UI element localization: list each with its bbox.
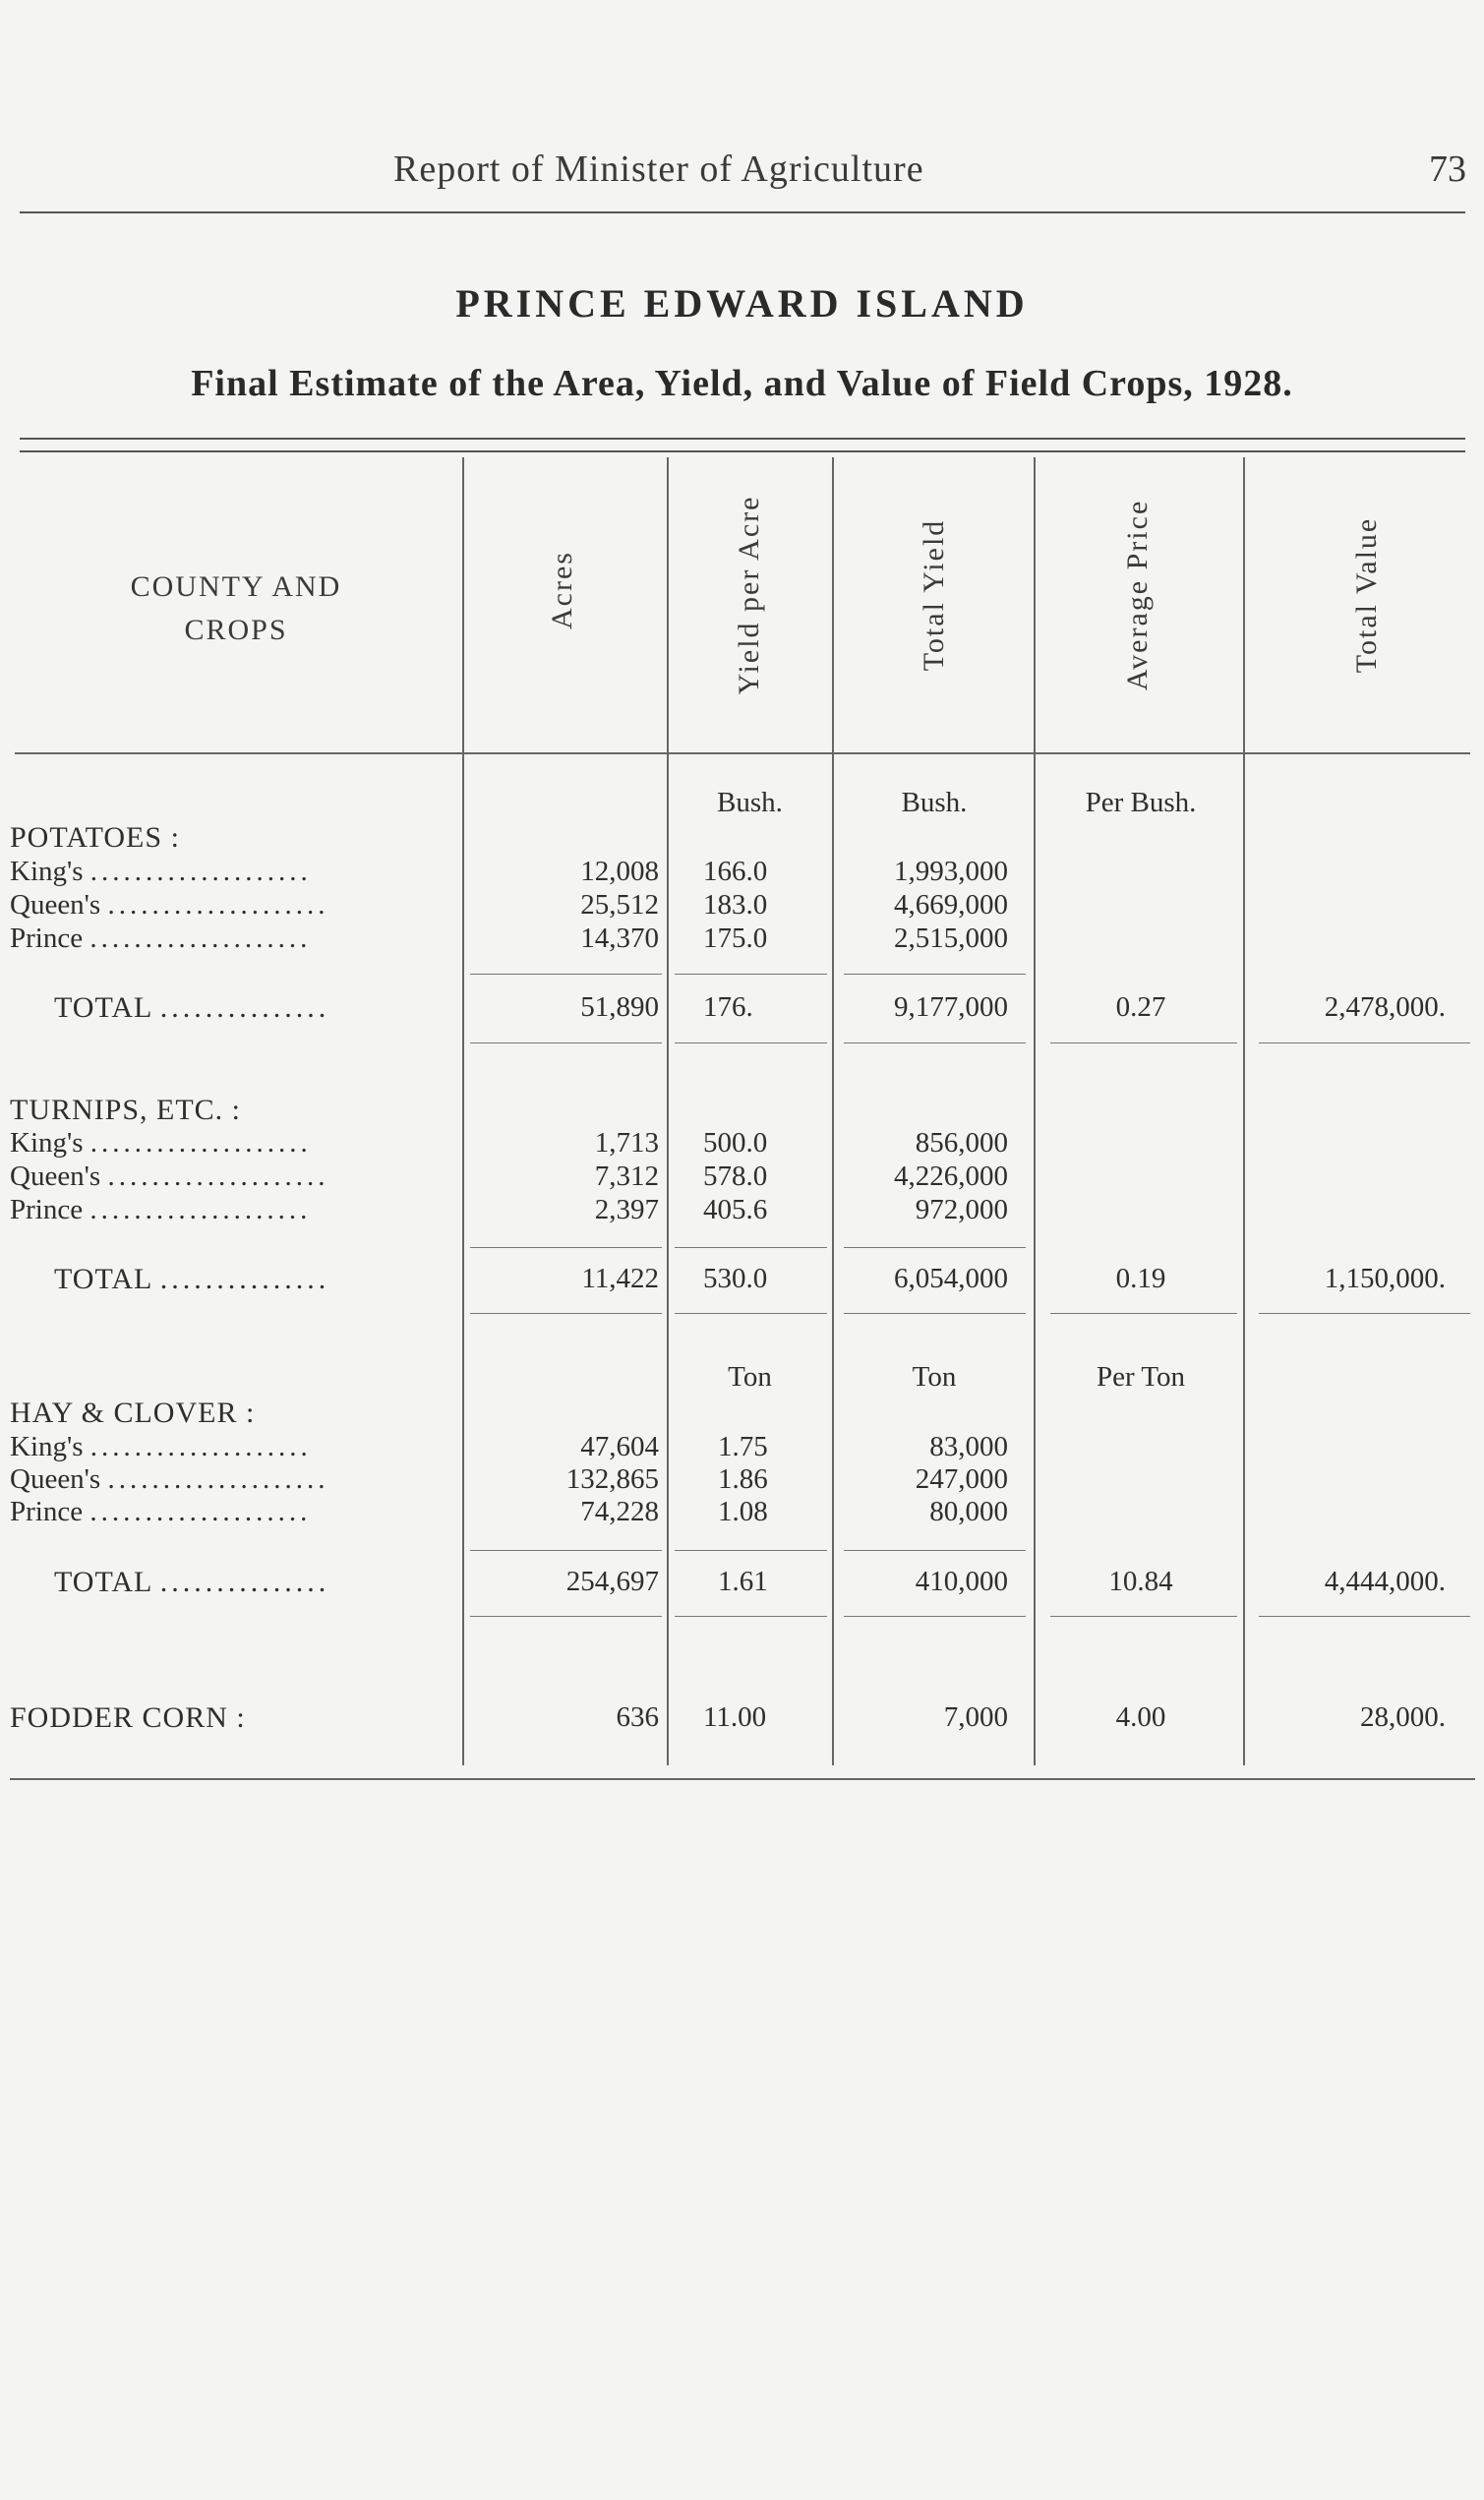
running-head xyxy=(0,148,1484,197)
county-name: King's xyxy=(10,1127,84,1159)
header-bottom-rule xyxy=(15,752,1470,754)
average-price: 10.84 xyxy=(1108,1566,1173,1597)
total-yield-value: 4,226,000 xyxy=(894,1161,1008,1192)
total-yield: 9,177,000 xyxy=(894,991,1008,1023)
page-number: 73 xyxy=(1429,149,1466,190)
subtotal-rule xyxy=(675,1550,827,1551)
subtotal-rule xyxy=(470,1247,662,1248)
acres-value: 47,604 xyxy=(580,1431,659,1462)
table-row-label xyxy=(10,1431,443,1463)
column-header-county-line2: CROPS xyxy=(184,614,288,646)
table-row-label xyxy=(10,923,443,955)
subtotal-rule xyxy=(675,1247,827,1248)
county-name: Prince xyxy=(10,1194,84,1225)
yield-value: 1.75 xyxy=(718,1431,768,1462)
table-row-label xyxy=(10,1496,443,1528)
yield-value: 405.6 xyxy=(703,1194,768,1225)
section-title: FODDER CORN : xyxy=(10,1701,246,1734)
unit-yield: Ton xyxy=(728,1361,772,1393)
table-bottom-rule xyxy=(10,1778,1475,1780)
acres-value: 636 xyxy=(616,1701,659,1733)
province-title: PRINCE EDWARD ISLAND xyxy=(455,281,1029,326)
unit-price: Per Bush. xyxy=(1085,787,1197,818)
total-rule xyxy=(1050,1313,1237,1314)
county-name: Queen's xyxy=(10,889,101,921)
column-header-county-line1: COUNTY AND xyxy=(130,570,342,603)
total-yield-value: 856,000 xyxy=(915,1127,1008,1159)
unit-yield: Bush. xyxy=(717,787,783,818)
column-header-acres: Acres xyxy=(546,551,578,629)
acres-value: 2,397 xyxy=(594,1194,659,1225)
acres-value: 132,865 xyxy=(565,1463,659,1495)
acres-value: 7,312 xyxy=(594,1161,659,1192)
yield-value: 166.0 xyxy=(703,856,768,887)
leader-dots: .................... xyxy=(107,1463,329,1495)
county-name: Queen's xyxy=(10,1161,101,1192)
total-rule xyxy=(844,1313,1026,1314)
table-row-label xyxy=(10,1127,443,1160)
subtotal-rule xyxy=(844,974,1026,975)
yield-value: 500.0 xyxy=(703,1127,768,1159)
yield-value: 175.0 xyxy=(703,923,768,954)
subtotal-rule xyxy=(844,1247,1026,1248)
total-yield-value: 80,000 xyxy=(929,1496,1008,1527)
total-yield-value: 2,515,000 xyxy=(894,923,1008,954)
total-rule xyxy=(1259,1313,1470,1314)
leader-dots: .................... xyxy=(107,889,329,921)
total-value: 28,000. xyxy=(1360,1701,1446,1733)
total-label: TOTAL xyxy=(54,1566,152,1598)
total-yield-value: 972,000 xyxy=(915,1194,1008,1225)
column-divider xyxy=(462,457,464,1765)
yield-value: 1.86 xyxy=(718,1463,768,1495)
total-rule xyxy=(844,1042,1026,1043)
table-row-label xyxy=(10,889,443,922)
header-rule xyxy=(20,211,1465,213)
total-label: TOTAL xyxy=(54,991,152,1024)
total-rule xyxy=(1050,1042,1237,1043)
total-rule xyxy=(470,1042,662,1043)
total-rule xyxy=(1259,1616,1470,1617)
county-name: Queen's xyxy=(10,1463,101,1495)
column-divider xyxy=(667,457,669,1765)
running-title: Report of Minister of Agriculture xyxy=(393,149,924,190)
column-header-yield-per-acre: Yield per Acre xyxy=(733,495,765,695)
title-rule xyxy=(20,438,1465,440)
column-divider xyxy=(1034,457,1036,1765)
total-rule xyxy=(1050,1616,1237,1617)
subtotal-rule xyxy=(470,974,662,975)
subtotal-rule xyxy=(470,1550,662,1551)
leader-dots: .................... xyxy=(89,1127,312,1159)
total-acres: 51,890 xyxy=(580,991,659,1023)
total-rule xyxy=(675,1616,827,1617)
column-divider xyxy=(1243,457,1245,1765)
column-header-total-yield: Total Yield xyxy=(918,518,950,672)
table-row-label xyxy=(10,1161,443,1193)
leader-dots: ............... xyxy=(159,1263,330,1295)
table-row-label xyxy=(10,1463,443,1496)
column-header-total-value: Total Value xyxy=(1350,516,1383,674)
total-row-label xyxy=(54,991,447,1025)
average-price: 0.27 xyxy=(1115,991,1166,1023)
county-name: King's xyxy=(10,1431,84,1462)
total-value: 4,444,000. xyxy=(1324,1566,1446,1597)
yield-value: 11.00 xyxy=(703,1701,767,1733)
total-rule xyxy=(470,1313,662,1314)
column-divider xyxy=(832,457,834,1765)
county-name: Prince xyxy=(10,1496,84,1527)
subtotal-rule xyxy=(844,1550,1026,1551)
leader-dots: .................... xyxy=(89,1431,312,1462)
subtotal-rule xyxy=(675,974,827,975)
table-subtitle: Final Estimate of the Area, Yield, and Value of Field Crops, 1928. xyxy=(191,363,1293,404)
total-yield-per-acre: 176. xyxy=(703,991,753,1023)
leader-dots: .................... xyxy=(89,856,312,887)
yield-value: 578.0 xyxy=(703,1161,768,1192)
total-row-label xyxy=(54,1566,447,1599)
unit-total-yield: Bush. xyxy=(901,787,968,818)
total-acres: 254,697 xyxy=(565,1566,659,1597)
total-rule xyxy=(470,1616,662,1617)
total-row-label xyxy=(54,1263,447,1296)
section-title: POTATOES : xyxy=(10,821,180,854)
total-value: 1,150,000. xyxy=(1324,1263,1446,1294)
title-rule xyxy=(20,450,1465,452)
total-yield: 410,000 xyxy=(915,1566,1008,1597)
unit-price: Per Ton xyxy=(1096,1361,1186,1393)
county-name: Prince xyxy=(10,923,84,954)
total-rule xyxy=(844,1616,1026,1617)
section-title: HAY & CLOVER : xyxy=(10,1397,256,1429)
column-header-average-price: Average Price xyxy=(1121,499,1154,691)
acres-value: 1,713 xyxy=(594,1127,659,1159)
table-row-label xyxy=(10,1194,443,1226)
total-acres: 11,422 xyxy=(581,1263,659,1294)
section-title: TURNIPS, ETC. : xyxy=(10,1094,242,1126)
leader-dots: .................... xyxy=(89,923,312,954)
acres-value: 74,228 xyxy=(580,1496,659,1527)
acres-value: 12,008 xyxy=(580,856,659,887)
total-yield-value: 247,000 xyxy=(915,1463,1008,1495)
column-header-county xyxy=(59,565,413,652)
leader-dots: ............... xyxy=(159,1566,330,1598)
unit-total-yield: Ton xyxy=(912,1361,957,1393)
yield-value: 183.0 xyxy=(703,889,768,921)
total-yield: 6,054,000 xyxy=(894,1263,1008,1294)
total-yield-per-acre: 1.61 xyxy=(718,1566,768,1597)
leader-dots: .................... xyxy=(89,1194,312,1225)
total-rule xyxy=(1259,1042,1470,1043)
total-yield-value: 1,993,000 xyxy=(894,856,1008,887)
total-yield-per-acre: 530.0 xyxy=(703,1263,768,1294)
acres-value: 14,370 xyxy=(580,923,659,954)
county-name: King's xyxy=(10,856,84,887)
total-value: 2,478,000. xyxy=(1324,991,1446,1023)
acres-value: 25,512 xyxy=(580,889,659,921)
total-yield-value: 4,669,000 xyxy=(894,889,1008,921)
average-price: 4.00 xyxy=(1115,1701,1166,1733)
average-price: 0.19 xyxy=(1115,1263,1166,1294)
leader-dots: .................... xyxy=(89,1496,312,1527)
table-row-label xyxy=(10,856,443,888)
leader-dots: ............... xyxy=(159,991,330,1024)
total-rule xyxy=(675,1042,827,1043)
total-yield-value: 83,000 xyxy=(929,1431,1008,1462)
total-label: TOTAL xyxy=(54,1263,152,1295)
leader-dots: .................... xyxy=(107,1161,329,1192)
total-rule xyxy=(675,1313,827,1314)
yield-value: 1.08 xyxy=(718,1496,768,1527)
total-yield-value: 7,000 xyxy=(943,1701,1008,1733)
